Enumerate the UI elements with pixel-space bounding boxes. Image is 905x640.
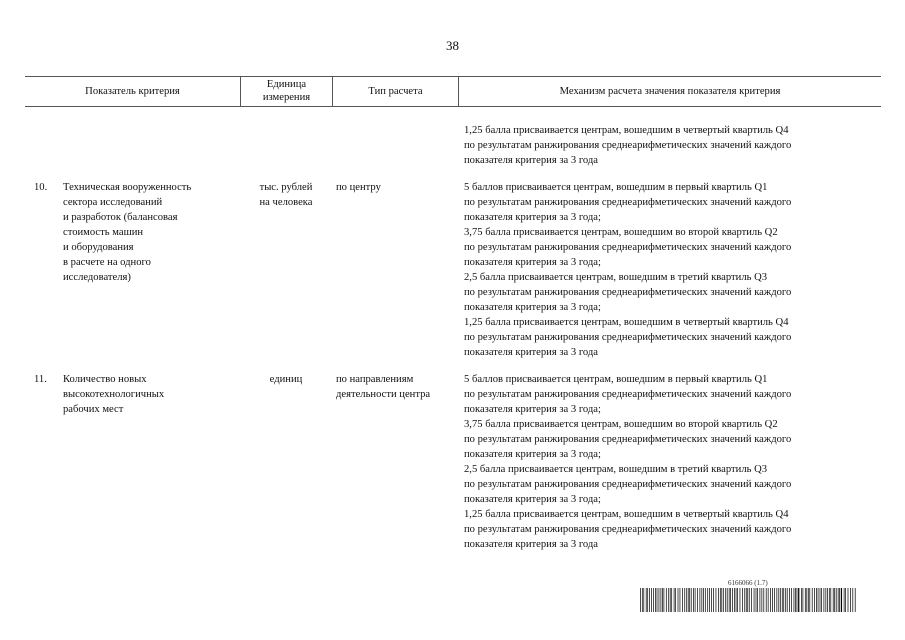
barcode-bar	[778, 588, 779, 612]
barcode-bar	[826, 588, 827, 612]
barcode-bar	[798, 588, 799, 612]
barcode-bar	[686, 588, 687, 612]
barcode-bar	[845, 588, 846, 612]
barcode-bar	[789, 588, 790, 612]
barcode-bar	[754, 588, 755, 612]
barcode-bar	[824, 588, 825, 612]
barcode-bar	[818, 588, 819, 612]
barcode-bar	[695, 588, 696, 612]
unit-of-measure: тыс. рублей на человека	[259, 182, 313, 208]
barcode-bar	[705, 588, 706, 612]
barcode-bar	[711, 588, 712, 612]
barcode-bar	[700, 588, 701, 612]
barcode-bar	[691, 588, 692, 612]
barcode-bar	[709, 588, 710, 612]
barcode-bar	[801, 588, 802, 612]
barcode-bar	[850, 588, 851, 612]
barcode-bar	[697, 588, 698, 612]
barcode-bar	[707, 588, 708, 612]
barcode-bar	[746, 588, 747, 612]
barcode-bar	[816, 588, 817, 612]
barcode-bar	[829, 588, 830, 612]
barcode-bar	[744, 588, 745, 612]
page-number: 38	[446, 38, 459, 53]
barcode-bar	[782, 588, 783, 612]
barcode-bar	[659, 588, 660, 612]
barcode-bar	[688, 588, 689, 612]
barcode-bar	[670, 588, 671, 612]
barcode-bar	[647, 588, 648, 612]
barcode-bar	[649, 588, 650, 612]
barcode-bar	[723, 588, 724, 612]
barcode-bar	[713, 588, 714, 612]
barcode-bar	[805, 588, 806, 612]
calculation-type: по направлениям деятельности центра	[336, 374, 431, 400]
barcode-bar	[756, 588, 757, 612]
header-unit: Единица измерения	[262, 79, 311, 103]
barcode-bar	[749, 588, 750, 612]
barcode-bar	[814, 588, 815, 612]
barcode-bar	[675, 588, 676, 612]
header-calc-type: Тип расчета	[368, 85, 423, 97]
barcode-bar	[795, 588, 796, 612]
barcode-bar	[680, 588, 681, 612]
barcode-bar	[730, 588, 731, 612]
barcode-bar	[830, 588, 831, 612]
barcode-bar	[766, 588, 767, 612]
barcode-bar	[848, 588, 849, 612]
barcode-bar	[736, 588, 737, 612]
calculation-type: по центру	[336, 182, 381, 193]
barcode-bar	[646, 588, 647, 612]
barcode-bar	[827, 588, 828, 612]
barcode-bar	[838, 588, 839, 612]
barcode-bar	[742, 588, 743, 612]
unit-of-measure: единиц	[269, 374, 303, 385]
barcode-bar	[833, 588, 834, 612]
barcode-bar	[678, 588, 679, 612]
barcode-bar	[780, 588, 781, 612]
barcode-bar	[657, 588, 658, 612]
barcode-bar	[674, 588, 675, 612]
barcode-bar	[664, 588, 665, 612]
barcode-bar	[702, 588, 703, 612]
barcode-bar	[812, 588, 813, 612]
barcode-bar	[662, 588, 663, 612]
barcode-bar	[661, 588, 662, 612]
barcode-bar	[787, 588, 788, 612]
barcode-bar	[763, 588, 764, 612]
barcode-bar	[703, 588, 704, 612]
barcode-bar	[783, 588, 784, 612]
barcode-bar	[666, 588, 667, 612]
barcode-bar	[643, 588, 644, 612]
barcode-bar	[655, 588, 656, 612]
barcode-bar	[774, 588, 775, 612]
barcode-bar	[720, 588, 721, 612]
barcode-bar	[734, 588, 735, 612]
barcode-bar	[836, 588, 837, 612]
barcode-bar	[729, 588, 730, 612]
header-bottom-rule	[25, 106, 881, 107]
barcode-bar	[803, 588, 804, 612]
barcode-bar	[808, 588, 809, 612]
barcode-bar	[671, 588, 672, 612]
barcode-bar	[727, 588, 728, 612]
barcode-bar	[768, 588, 769, 612]
barcode-bar	[732, 588, 733, 612]
barcode-bar	[791, 588, 792, 612]
barcode-bar	[718, 588, 719, 612]
barcode-bar	[770, 588, 771, 612]
header-mechanism: Механизм расчета значения показателя критерия	[559, 85, 781, 97]
barcode-bar	[772, 588, 773, 612]
barcode-bar	[794, 588, 795, 612]
barcode-bar	[834, 588, 835, 612]
barcode	[640, 588, 858, 612]
barcode-bar	[684, 588, 685, 612]
barcode-bar	[806, 588, 807, 612]
barcode-bar	[841, 588, 842, 612]
barcode-bar	[642, 588, 643, 612]
barcode-bar	[689, 588, 690, 612]
barcode-bar	[751, 588, 752, 612]
calculation-mechanism: 5 баллов присваивается центрам, вошедшим в первый квартиль Q1 по результатам ранжирования среднеарифметических значений каждого показателя критерия за 3 года; 3,75 балла присваивается центрам, вошедшим во второй квартиль Q2 по результатам ранжирования среднеарифметических значений каждого показателя критерия за 3 года; 2,5 балла присваивается центрам, вошедшим в третий квартиль Q3 по результатам ранжирования среднеарифметических значений каждого показателя критерия за 3 года; 1,25 балла присваивается центрам, вошедшим в четвертый квартиль Q4 по результатам ранжирования среднеарифметических значений каждого показателя критерия за 3 года	[464, 182, 792, 358]
barcode-bar	[809, 588, 810, 612]
barcode-bar	[757, 588, 758, 612]
barcode-bar	[760, 588, 761, 612]
row-number: 10.	[34, 182, 48, 193]
barcode-bar	[839, 588, 840, 612]
barcode-bar	[693, 588, 694, 612]
barcode-bar	[716, 588, 717, 612]
indicator-name: Количество новых высокотехнологичных рабочих мест	[63, 374, 165, 415]
barcode-bar	[668, 588, 669, 612]
calculation-mechanism: 5 баллов присваивается центрам, вошедшим в первый квартиль Q1 по результатам ранжирования среднеарифметических значений каждого показателя критерия за 3 года; 3,75 балла присваивается центрам, вошедшим во второй квартиль Q2 по результатам ранжирования среднеарифметических значений каждого показателя критерия за 3 года; 2,5 балла присваивается центрам, вошедшим в третий квартиль Q3 по результатам ранжирования среднеарифметических значений каждого показателя критерия за 3 года; 1,25 балла присваивается центрам, вошедшим в четвертый квартиль Q4 по результатам ранжирования среднеарифметических значений каждого показателя критерия за 3 года	[464, 374, 792, 550]
barcode-bar	[844, 588, 845, 612]
barcode-bar	[821, 588, 822, 612]
barcode-bar	[640, 588, 641, 612]
continuation-mechanism: 1,25 балла присваивается центрам, вошедшим в четвертый квартиль Q4 по результатам ранжирования среднеарифметических значений каждого показателя критерия за 3 года	[464, 125, 792, 166]
barcode-bar	[682, 588, 683, 612]
barcode-bar	[797, 588, 798, 612]
document-code: 6166066 (1.7)	[728, 579, 768, 587]
barcode-bar	[820, 588, 821, 612]
barcode-bar	[762, 588, 763, 612]
barcode-bar	[785, 588, 786, 612]
row-number: 11.	[34, 374, 47, 385]
barcode-bar	[747, 588, 748, 612]
barcode-bar	[653, 588, 654, 612]
barcode-bar	[725, 588, 726, 612]
indicator-name: Техническая вооруженность сектора исследований и разработок (балансовая стоимость машин и оборудования в расчете на одного исследователя)	[63, 182, 192, 283]
barcode-bar	[855, 588, 856, 612]
barcode-bar	[651, 588, 652, 612]
barcode-bar	[737, 588, 738, 612]
header-indicator: Показатель критерия	[85, 85, 180, 97]
barcode-bar	[852, 588, 853, 612]
barcode-bar	[740, 588, 741, 612]
barcode-bar	[777, 588, 778, 612]
barcode-bar	[721, 588, 722, 612]
